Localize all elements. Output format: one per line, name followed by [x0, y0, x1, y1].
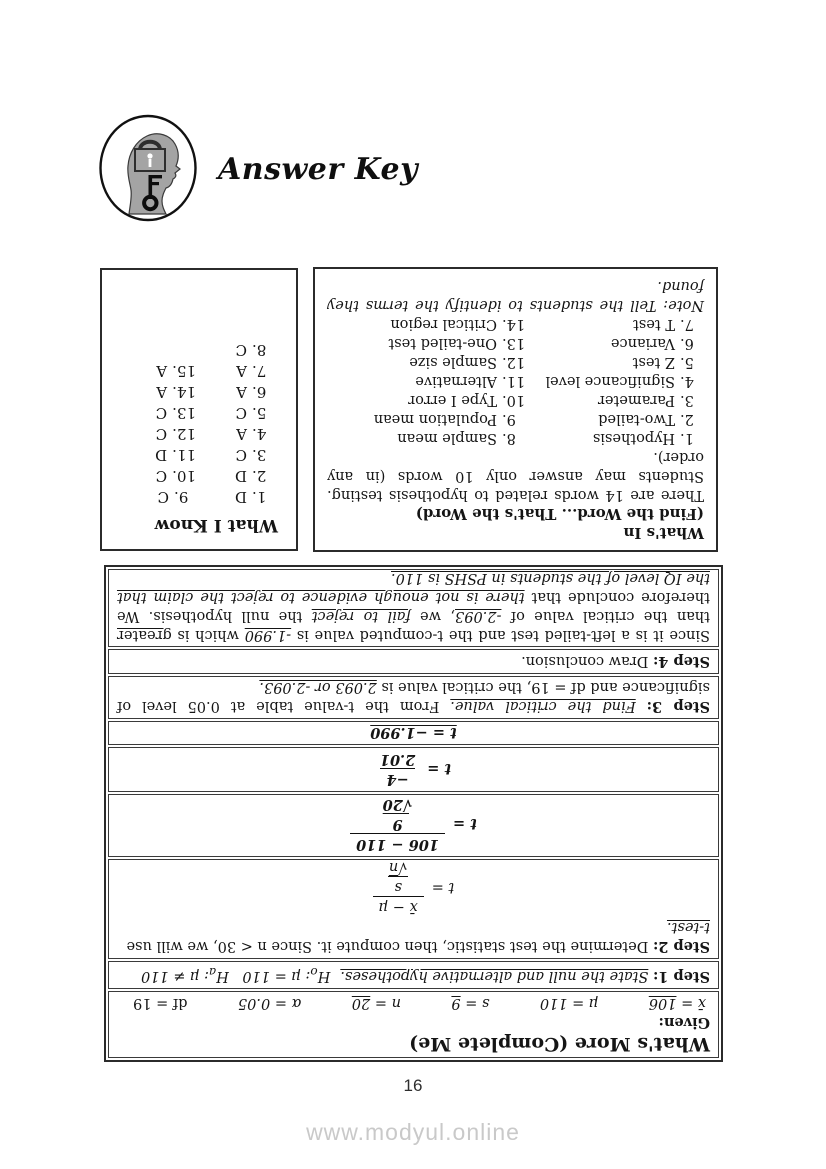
answer-letter: C [235, 404, 247, 422]
answer-row [114, 444, 284, 465]
word-row [327, 428, 704, 447]
conclusion-underlined: greater [117, 627, 172, 644]
conclusion-answer: -1.990 [244, 627, 292, 644]
answer-number: 5. [252, 404, 267, 422]
given-label: Given: [658, 1014, 710, 1031]
page-title: Answer Key [218, 152, 419, 187]
given-n: n = 20 [351, 995, 401, 1011]
word-number: 12. [502, 354, 526, 370]
given-values [117, 991, 710, 1013]
whats-in-intro: There are 14 words related to hypothesis testing. Students may answer only 10 words (in any order). [327, 449, 704, 503]
answer-letter: C [155, 404, 168, 422]
word-row [327, 371, 704, 390]
answer-letter: D [234, 467, 247, 485]
step3-row [108, 676, 719, 719]
word-number: 9. [502, 411, 516, 427]
word-row [327, 409, 704, 428]
what-i-know-title: What I Know [154, 515, 278, 535]
answer-number: 15. [172, 362, 196, 380]
answer-number: 1. [252, 488, 267, 506]
conclusion-text: which is [171, 627, 245, 644]
step4-row [108, 649, 719, 674]
word-text: Parameter [598, 392, 675, 408]
given-s: s = 9 [451, 995, 490, 1011]
conclusion-answer: there is not enough evidence to reject the claim that the IQ level of the students in PSHS is 110. [116, 570, 710, 606]
answer-letter: A [236, 425, 247, 443]
word-number: 4. [680, 373, 694, 389]
title-given-row [108, 991, 719, 1058]
given-alpha: α = 0.05 [237, 995, 302, 1011]
answer-number: 9. [174, 488, 189, 506]
whats-in-title: What's In [623, 524, 704, 542]
what-i-know-answer-grid [114, 339, 284, 507]
word-list [327, 314, 704, 447]
t-simplified-equation: t = −4 2.01 [379, 750, 452, 788]
step4-label: Step 4: [652, 653, 710, 671]
word-text: Population mean [373, 411, 497, 427]
answer-number: 14. [172, 383, 196, 401]
word-row [327, 352, 704, 371]
whats-in-box [313, 267, 718, 552]
word-number: 11. [502, 373, 526, 389]
word-text: One-tailed test [388, 335, 497, 351]
step2-text: Determine the test statistic, then compute it. Since n < 30, we will use [126, 937, 649, 954]
answer-letter: C [155, 425, 168, 443]
what-i-know-box [100, 268, 298, 551]
whats-in-subtitle: (Find the Word... That's the Word) [415, 505, 704, 523]
word-row [327, 314, 704, 333]
step2-label: Step 2: [652, 937, 710, 955]
what-i-know-rotated-content [102, 270, 296, 549]
logo-graphic [98, 113, 198, 223]
step3-label: Step 3: [646, 698, 710, 716]
answer-row [114, 423, 284, 444]
conclusion-row [108, 569, 719, 647]
answer-letter: A [156, 383, 168, 401]
word-number: 2. [680, 411, 694, 427]
whats-more-box [104, 565, 723, 1062]
conclusion-text: than the critical value of [501, 608, 710, 625]
t-substitution-equation: t = 106 − 110 9 √20 [117, 796, 710, 852]
given-df: df = 19 [133, 995, 188, 1011]
answer-letter: A [236, 383, 247, 401]
t-test-formula: t = x̄ − μ s √n [117, 859, 710, 915]
answer-row [114, 486, 284, 507]
word-text: Sample size [409, 354, 497, 370]
whats-in-rotated-content [315, 269, 716, 550]
conclusion-text: Since it is a left-tailed test and the t-computed value is [291, 627, 710, 644]
answer-number: 4. [252, 425, 267, 443]
conclusion-answer: -2.093 [455, 608, 502, 625]
step1-row [108, 961, 719, 990]
word-text: T test [633, 316, 675, 332]
conclusion-text: the null hypothesis. We therefore conclude that [117, 589, 710, 625]
whats-more-title: What's More (Complete Me) [409, 1033, 710, 1055]
word-number: 1. [680, 430, 694, 446]
keyhole-slot [149, 159, 152, 167]
step1-label: Step 1: [652, 968, 710, 986]
conclusion-answer: fail to reject [311, 608, 411, 625]
answer-row [114, 360, 284, 381]
step2-row [108, 859, 719, 959]
answer-letter: A [236, 362, 247, 380]
equation-substitution-row [108, 794, 719, 857]
given-xbar: x̄ = 106 [648, 995, 706, 1011]
word-text: Type I error [408, 392, 497, 408]
word-number: 6. [680, 335, 694, 351]
step3-text: From the t-value table at 0.05 level of significance and df = 19, the critical value is [116, 679, 710, 715]
word-number: 3. [680, 392, 694, 408]
answer-letter: D [234, 488, 247, 506]
word-number: 10. [502, 392, 526, 408]
whats-in-note: Note: Tell the students to identify the terms they found. [327, 278, 704, 313]
word-text: Critical region [390, 316, 497, 332]
word-text: Sample mean [397, 430, 497, 446]
step4-text: Draw conclusion. [521, 653, 649, 670]
answer-row [114, 465, 284, 486]
answer-letter: D [155, 446, 168, 464]
answer-row [114, 381, 284, 402]
whats-more-rotated-content [106, 567, 721, 1060]
answer-letter: A [156, 362, 168, 380]
word-text: Variance [610, 335, 675, 351]
word-text: Two-tailed [598, 411, 675, 427]
answer-row [114, 339, 284, 360]
answer-letter: C [157, 488, 169, 506]
keyhole-dot [147, 153, 152, 158]
answer-number: 10. [172, 467, 196, 485]
given-mu: μ = 110 [539, 995, 599, 1011]
answer-number: 11. [172, 446, 196, 464]
answer-number: 7. [252, 362, 267, 380]
step3-answer1: Find the critical value. [450, 698, 636, 715]
word-number: 13. [502, 335, 526, 351]
answer-row [114, 402, 284, 423]
word-text: Significance level [545, 373, 675, 389]
word-number: 14. [502, 316, 526, 332]
word-text: Hypothesis [592, 430, 675, 446]
step1-answer: State the null and alternative hypotheses. [340, 968, 649, 985]
watermark-url: www.modyul.online [306, 1119, 520, 1145]
word-text: Z test [632, 354, 675, 370]
t-result: t = −1.990 [370, 724, 457, 742]
word-row [327, 333, 704, 352]
page-number: 16 [403, 1076, 423, 1095]
word-row [327, 390, 704, 409]
answer-number: 6. [252, 383, 267, 401]
step2-answer: t-test. [666, 918, 710, 935]
head-lock-key-logo [98, 113, 198, 227]
answer-number: 3. [252, 446, 267, 464]
null-hypothesis: $H_o$: μ = 110 [242, 965, 331, 985]
answer-number: 13. [172, 404, 196, 422]
alt-hypothesis: $H_a$: μ ≠ 110 [141, 965, 229, 985]
equation-result-row [108, 721, 719, 745]
answer-letter: C [155, 467, 168, 485]
answer-number: 8. [252, 341, 267, 359]
answer-number: 2. [252, 467, 267, 485]
step3-answer2: 2.093 or -2.093. [259, 679, 377, 696]
answer-letter: C [235, 446, 247, 464]
conclusion-text: , we [410, 608, 456, 625]
word-number: 7. [680, 316, 694, 332]
answer-letter: C [235, 341, 247, 359]
equation-simplified-row [108, 747, 719, 791]
word-number: 8. [502, 430, 516, 446]
word-number: 5. [680, 354, 694, 370]
word-text: Alternative [415, 373, 497, 389]
answer-number: 12. [172, 425, 196, 443]
